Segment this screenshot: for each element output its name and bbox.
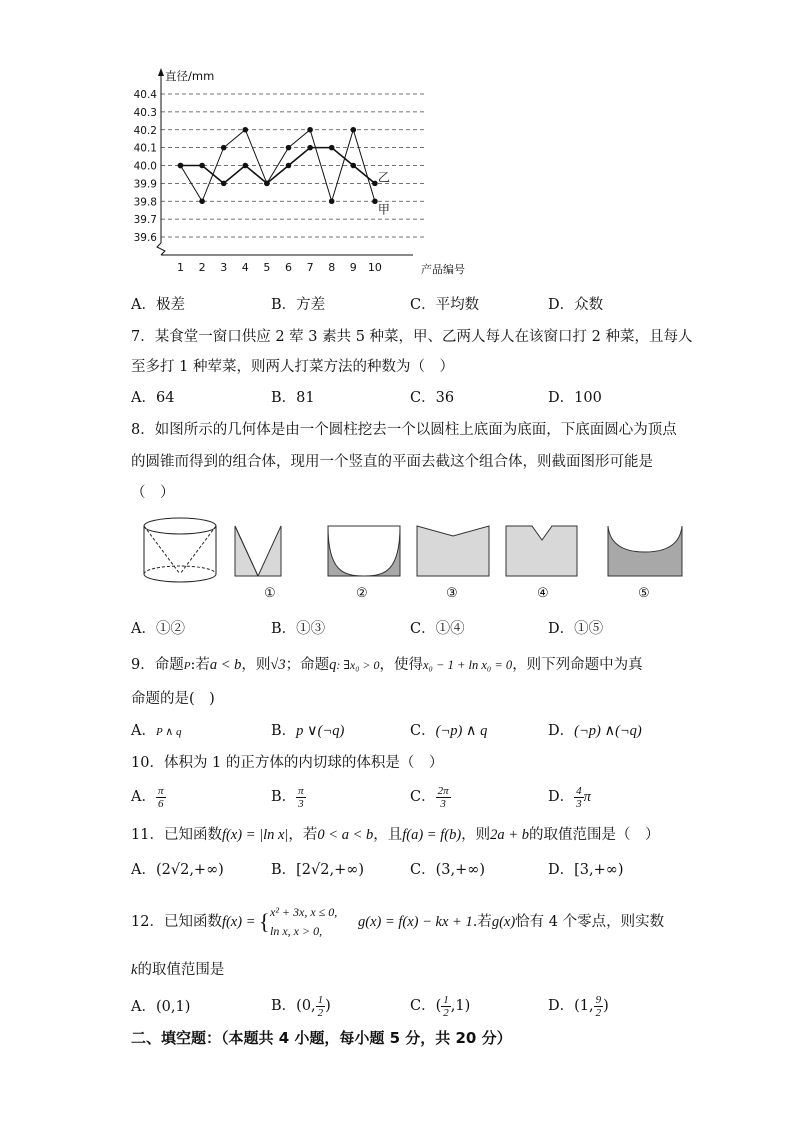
data-point: [243, 163, 249, 169]
q12-case-2: ln x, x > 0,: [270, 924, 323, 938]
q10-option-d[interactable]: D． $\frac{4}{3}$ π: [548, 784, 591, 810]
q8-figures: [130, 512, 690, 602]
data-point: [286, 145, 292, 151]
series-label: 乙: [377, 170, 390, 185]
x-tick-label: 10: [367, 261, 382, 274]
q8-option-a[interactable]: A．①②: [131, 621, 185, 637]
data-point: [307, 127, 313, 133]
q11-stem: 11．已知函数f(x) = |ln x|，若0 < a < b，且f(a) = f(b)，则2a + b的取值范围是（ ）: [131, 827, 660, 843]
data-point: [199, 163, 205, 169]
data-point: [243, 127, 249, 133]
data-point: [351, 127, 357, 133]
y-tick-label: 39.9: [133, 178, 157, 191]
q9-option-d[interactable]: D．(¬p) ∧(¬q): [548, 723, 642, 739]
q12-option-b[interactable]: B．(0, $\frac{1}{2}$ ): [271, 993, 331, 1019]
q7-option-b[interactable]: B．81: [271, 390, 315, 406]
data-point: [221, 145, 227, 151]
data-point: [329, 145, 335, 151]
x-tick-label: 1: [177, 261, 184, 274]
q6-option-a[interactable]: A．极差: [131, 297, 185, 313]
q8-stem-line1: 8．如图所示的几何体是由一个圆柱挖去一个以圆柱上底面为底面，下底面圆心为顶点: [131, 422, 677, 438]
q11-option-a[interactable]: A．(2√2,+∞): [131, 862, 224, 878]
q9-stem-line2: 命题的是( ): [131, 691, 215, 707]
x-tick-label: 4: [241, 261, 249, 274]
q12-case-1: x² + 3x, x ≤ 0,: [270, 905, 338, 919]
x-tick-label: 8: [328, 261, 336, 274]
series-label: 甲: [377, 202, 390, 217]
diameter-line-chart: [125, 62, 485, 282]
data-point: [372, 181, 378, 187]
data-point: [329, 198, 335, 204]
q12-option-a[interactable]: A．(0,1): [131, 999, 191, 1015]
q12-stem-line1-tail: g(x) = f(x) − kx + 1.若g(x)恰有 4 个零点，则实数: [358, 914, 665, 930]
q6-option-b[interactable]: B．方差: [271, 297, 326, 313]
x-tick-label: 2: [198, 261, 206, 274]
q11-option-b[interactable]: B．[2√2,+∞): [271, 862, 364, 878]
q12-piecewise-brace: {: [259, 909, 270, 934]
q11-option-d[interactable]: D．[3,+∞): [548, 862, 624, 878]
q10-option-a[interactable]: A． $\frac{\pi}{6}$: [131, 784, 164, 810]
section-figure-3: [417, 526, 489, 576]
q10-stem: 10．体积为 1 的正方体的内切球的体积是（ ）: [131, 755, 444, 771]
q7-stem-line2: 至多打 1 种荤菜，则两人打菜方法的种数为（ ）: [131, 359, 454, 375]
q9-stem-line1: 9．命题P:若a < b，则√3；命题q: ∃x₀ > 0，使得x₀ − 1 + ln x₀ = 0，则下列命题中为真: [131, 657, 643, 673]
y-tick-label: 40.2: [133, 124, 157, 137]
y-tick-label: 40.0: [133, 160, 157, 173]
q9-option-b[interactable]: B．p ∨(¬q): [271, 723, 345, 739]
y-tick-label: 40.1: [133, 142, 157, 155]
q8-stem-line2: 的圆锥而得到的组合体，现用一个竖直的平面去截这个组合体，则截面图形可能是: [131, 454, 653, 470]
y-tick-label: 40.4: [133, 89, 157, 101]
q8-label-1: ①: [264, 586, 276, 601]
y-tick-label: 39.7: [133, 214, 157, 227]
q12-stem-line2: k的取值范围是: [131, 962, 225, 978]
x-tick-label: 5: [263, 261, 271, 274]
x-tick-label: 6: [285, 261, 292, 274]
q8-option-b[interactable]: B．①③: [271, 621, 326, 637]
q10-option-c[interactable]: C． $\frac{2\pi}{3}$: [410, 784, 449, 810]
section-figure-2: [328, 526, 400, 576]
section-2-heading: 二、填空题：（本题共 4 小题，每小题 5 分，共 20 分）: [131, 1029, 512, 1047]
q6-option-c[interactable]: C．平均数: [410, 297, 480, 313]
y-axis-arrow: [158, 68, 164, 76]
data-point: [264, 181, 270, 187]
q8-option-d[interactable]: D．①⑤: [548, 621, 604, 637]
y-tick-label: 39.6: [133, 232, 157, 244]
section-figure-1: [235, 526, 281, 576]
data-point: [372, 198, 378, 204]
data-point: [221, 181, 227, 187]
y-tick-label: 39.8: [133, 196, 157, 209]
q12-option-c[interactable]: C．( $\frac{1}{2}$ ,1): [410, 993, 471, 1019]
data-point: [178, 163, 184, 169]
q12-option-d[interactable]: D．(1, $\frac{9}{2}$ ): [548, 993, 609, 1019]
q8-stem-line3: （ ）: [131, 485, 175, 501]
q7-option-a[interactable]: A．64: [131, 390, 175, 406]
q8-option-c[interactable]: C．①④: [410, 621, 465, 637]
q7-option-c[interactable]: C．36: [410, 390, 455, 406]
q8-label-4: ④: [537, 586, 549, 601]
data-point: [199, 198, 205, 204]
q8-label-2: ②: [356, 586, 368, 601]
q6-option-d[interactable]: D．众数: [548, 297, 604, 313]
q9-option-a[interactable]: A．P ∧ q: [131, 723, 182, 739]
q12-stem-line1: 12．已知函数f(x) =: [131, 914, 256, 930]
y-axis-label: 直径/mm: [165, 69, 215, 83]
q8-label-5: ⑤: [638, 586, 650, 601]
data-point: [307, 145, 313, 151]
x-axis-label: 产品编号: [421, 263, 465, 276]
q7-stem-line1: 7．某食堂一窗口供应 2 荤 3 素共 5 种菜，甲、乙两人每人在该窗口打 2 种菜，且每人: [131, 329, 693, 345]
x-tick-label: 9: [349, 261, 357, 274]
y-tick-label: 40.3: [133, 106, 157, 119]
q11-option-c[interactable]: C．(3,+∞): [410, 862, 485, 878]
q10-option-b[interactable]: B． $\frac{\pi}{3}$: [271, 784, 304, 810]
section-figure-4: [506, 526, 577, 576]
x-tick-label: 7: [306, 261, 314, 274]
q8-label-3: ③: [446, 586, 458, 601]
axis-break: [157, 243, 165, 255]
section-figure-5: [608, 526, 682, 576]
q9-option-c[interactable]: C．(¬p) ∧ q: [410, 723, 488, 739]
cylinder-cone-figure: [144, 518, 216, 582]
q7-option-d[interactable]: D．100: [548, 390, 602, 406]
x-tick-label: 3: [220, 261, 228, 274]
data-point: [286, 163, 292, 169]
data-point: [351, 163, 357, 169]
